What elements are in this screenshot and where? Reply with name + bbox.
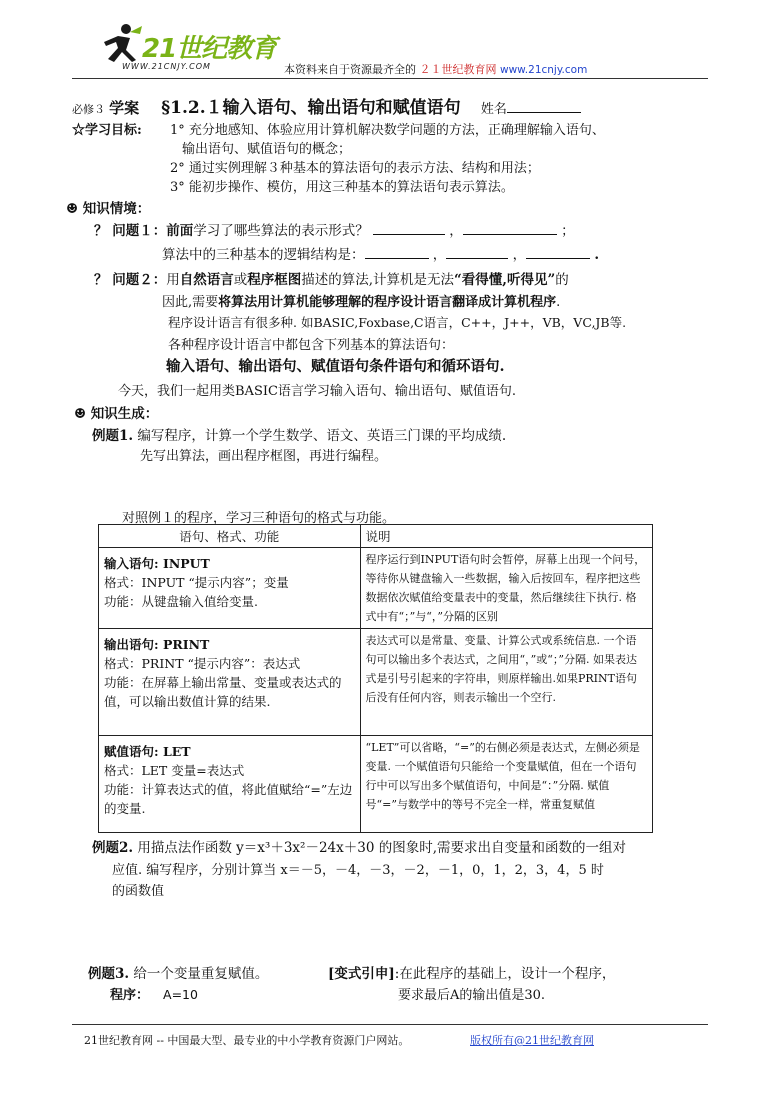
table-row bbox=[99, 629, 653, 736]
text-line: 今天，我们一起用类BASIC语言学习输入语句、输出语句、赋值语句. bbox=[118, 384, 517, 399]
source-url[interactable]: www.21cnjy.com bbox=[500, 64, 588, 76]
question-1-line2: 算法中的三种基本的逻辑结构是： ， ， . bbox=[162, 247, 600, 263]
footer-copyright-link[interactable]: 版权所有@21世纪教育网 bbox=[470, 1034, 594, 1047]
statement-function: 功能：在屏幕上输出常量、变量或表达式的值，可以输出数值计算的结果. bbox=[104, 675, 342, 709]
statement-format: 格式：PRINT “提示内容”：表达式 bbox=[104, 656, 301, 671]
text-line-emphasis: 输入语句、输出语句、赋值语句条件语句和循环语句. bbox=[166, 358, 505, 375]
section-heading-generation: ☻ 知识生成： bbox=[74, 406, 159, 422]
answer-blank[interactable] bbox=[446, 246, 508, 259]
question-1: ？ 问题１：前面学习了哪些算法的表示形式？ ， ； bbox=[94, 223, 575, 239]
table-row bbox=[99, 736, 653, 833]
variant: [变式引申]:在此程序的基础上，设计一个程序， bbox=[328, 966, 616, 982]
example-2-line2: 应值. 编写程序，分别计算当 x＝－5，－4，－3，－2，－1，0，1，2，3，4，5 时 bbox=[112, 863, 604, 878]
table-header: 语句、格式、功能 bbox=[99, 525, 361, 548]
table-header-row bbox=[99, 525, 653, 548]
page-title: §1.2.１输入语句、输出语句和赋值语句 bbox=[161, 98, 461, 118]
statement-note: 表达式可以是常量、变量、计算公式或系统信息. 一个语句可以输出多个表达式，之间用“，”或“；”分隔. 如果表达式是引号引起来的字符串，则原样输出.如果PRINT语句后没有任何内容，则表示输出一个空行. bbox=[360, 629, 653, 736]
table-row bbox=[99, 548, 653, 629]
goal-item: 2° 通过实例理解３种基本的算法语句的表示方法、结构和用法； bbox=[170, 161, 540, 176]
answer-blank[interactable] bbox=[526, 246, 590, 259]
statement-name: 输出语句: PRINT bbox=[104, 637, 210, 652]
question-2: ？ 问题２：用自然语言或程序框图描述的算法,计算机是无法“看得懂,听得见”的 bbox=[94, 272, 569, 288]
goals-label: ☆学习目标: bbox=[72, 123, 142, 138]
statement-note: “LET”可以省略，“=”的右侧必须是表达式，左侧必须是变量. 一个赋值语句只能给一个变量赋值，但在一个语句行中可以写出多个赋值语句，中间是“：”分隔. 赋值号“=”与数学中的等号不完全一样，常重复赋值 bbox=[360, 736, 653, 833]
text-line: 程序设计语言有很多种. 如BASIC,Foxbase,C语言，C++，J++，VB，VC,JB等. bbox=[168, 315, 627, 330]
statement-note: 程序运行到INPUT语句时会暂停，屏幕上出现一个问号，等待你从键盘输入一些数据，输入后按回车，程序把这些数据依次赋值给变量表中的变量，然后继续往下执行. 格式中有“；”与“，”分隔的区别 bbox=[360, 548, 653, 629]
question-2-line2: 因此,需要将算法用计算机能够理解的程序设计语言翻译成计算机程序. bbox=[162, 295, 561, 310]
footer-rule bbox=[72, 1024, 708, 1025]
example-2-line3: 的函数值 bbox=[112, 884, 165, 899]
example-3: 例题3. 给一个变量重复赋值。 bbox=[88, 966, 269, 982]
title-line: 必修３ 学案 §1.2.１输入语句、输出语句和赋值语句 姓名 bbox=[72, 93, 581, 118]
example-1-line2: 先写出算法，画出程序框图，再进行编程。 bbox=[140, 449, 388, 464]
statement-format: 格式：INPUT “提示内容”；变量 bbox=[104, 575, 289, 590]
name-blank[interactable] bbox=[507, 100, 581, 113]
goal-item: 输出语句、赋值语句的概念； bbox=[182, 142, 352, 157]
logo-text: 21世纪教育 bbox=[142, 34, 277, 64]
variant-line2: 要求最后A的输出值是30. bbox=[398, 988, 546, 1003]
goal-item: 3° 能初步操作、模仿，用这三种基本的算法语句表示算法。 bbox=[170, 180, 514, 195]
table-header: 说明 bbox=[360, 525, 653, 548]
answer-blank[interactable] bbox=[373, 222, 445, 235]
goal-item: 1° 充分地感知、体验应用计算机解决数学问题的方法，正确理解输入语句、 bbox=[170, 123, 605, 138]
statement-table bbox=[98, 524, 653, 833]
source-site[interactable]: ２１世纪教育网 bbox=[419, 63, 497, 76]
header-rule bbox=[72, 78, 708, 79]
example-1: 例题1. 编写程序，计算一个学生数学、语文、英语三门课的平均成绩. bbox=[92, 428, 507, 444]
answer-blank[interactable] bbox=[463, 222, 557, 235]
answer-blank[interactable] bbox=[365, 246, 429, 259]
text-line: 各种程序设计语言中都包含下列基本的算法语句： bbox=[168, 338, 455, 353]
source-note: 本资料来自于资源最齐全的 ２１世纪教育网 www.21cnjy.com bbox=[284, 63, 588, 76]
footer-left: 21世纪教育网 -- 中国最大型、最专业的中小学教育资源门户网站。 bbox=[84, 1034, 410, 1047]
section-heading-knowledge: ☻ 知识情境： bbox=[66, 201, 151, 217]
table-intro: 对照例１的程序，学习三种语句的格式与功能。 bbox=[122, 511, 396, 526]
statement-function: 功能：从键盘输入值给变量. bbox=[104, 594, 258, 609]
statement-format: 格式：LET 变量=表达式 bbox=[104, 763, 245, 778]
logo-url: WWW.21CNJY.COM bbox=[122, 62, 211, 71]
example-2: 例题2. 用描点法作函数 y＝x³＋3x²－24x＋30 的图象时,需要求出自变量和函数的一组对 bbox=[92, 840, 627, 856]
program: 程序： A=10 bbox=[110, 987, 198, 1003]
statement-function: 功能：计算表达式的值，将此值赋给“=”左边的变量. bbox=[104, 782, 353, 816]
logo bbox=[96, 22, 277, 74]
statement-name: 赋值语句: LET bbox=[104, 744, 191, 759]
statement-name: 输入语句: INPUT bbox=[104, 556, 210, 571]
